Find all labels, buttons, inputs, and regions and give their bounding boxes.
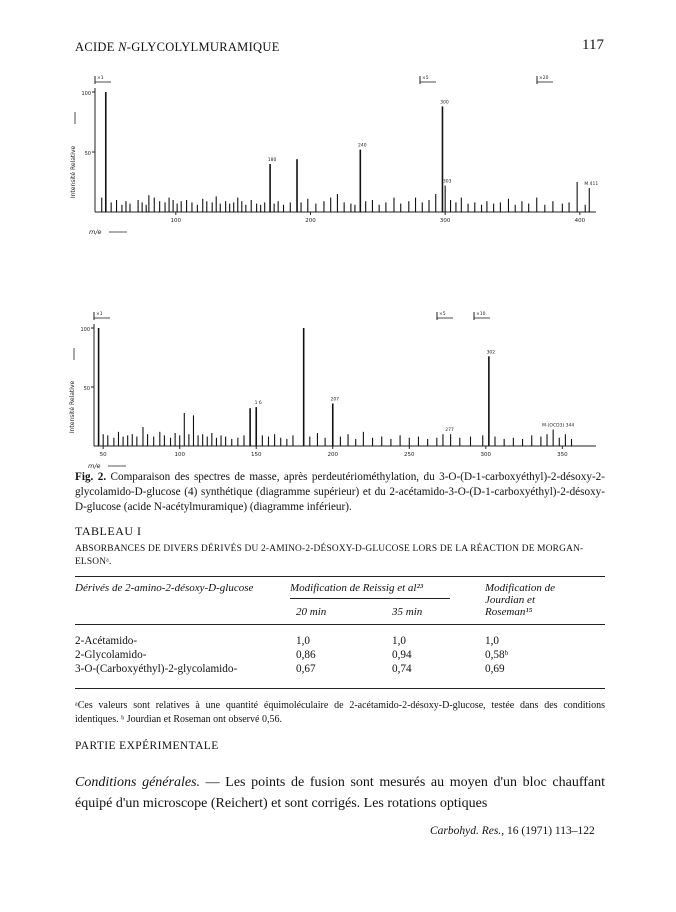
col-group-rule [290, 598, 450, 599]
x-tick-label: 200 [327, 452, 339, 458]
table-bottom-rule [75, 688, 605, 689]
y-axis-label: Intensité Relative [69, 380, 76, 434]
peak-label: M-(OCD3) 344 [542, 423, 575, 429]
scale-marker-label: ×1 [97, 76, 104, 81]
row-value-20: 0,86 [296, 649, 316, 661]
x-axis-label: m/e [88, 462, 101, 470]
col-header-jourdian: Modification de Jourdian et Roseman¹⁵ [485, 582, 555, 618]
row-value-35: 0,74 [392, 663, 412, 675]
row-value-jourdian: 0,58ᵇ [485, 649, 509, 661]
journal-reference: Carbohyd. Res., 16 (1971) 113–122 [430, 825, 595, 837]
row-value-20: 0,67 [296, 663, 316, 675]
body-paragraph: Conditions générales. — Les points de fusion sont mesurés au moyen d'un bloc chauffant équipé d'un microscope (Reichert) et sont corrigés. Les rotations optiques [75, 775, 605, 811]
mass-spectrum-upper [0, 60, 676, 300]
row-value-35: 0,94 [392, 649, 412, 661]
section-title: PARTIE EXPÉRIMENTALE [75, 740, 219, 752]
row-name: 2-Glycolamido- [75, 649, 147, 661]
y-tick-label: 100 [80, 327, 90, 333]
x-tick-label: 150 [250, 452, 262, 458]
table-top-rule [75, 576, 605, 577]
peak-label: 302 [486, 350, 496, 356]
scale-marker-label: ×10 [476, 312, 486, 317]
y-axis-label: Intensité Relative [70, 145, 77, 199]
scale-marker-label: ×20 [539, 76, 549, 81]
row-value-jourdian: 1,0 [485, 635, 499, 647]
row-value-35: 1,0 [392, 635, 406, 647]
scale-marker-label: ×5 [422, 76, 429, 81]
x-tick-label: 200 [305, 218, 316, 224]
table-header-rule [75, 624, 605, 625]
col-header-reissig: Modification de Reissig et al²³ [290, 582, 424, 594]
x-tick-label: 400 [574, 218, 586, 224]
x-tick-label: 300 [439, 218, 451, 224]
x-tick-label: 250 [404, 452, 415, 458]
table-footnote: ᵃCes valeurs sont relatives à une quantité équimoléculaire de 2-acétamido-2-désoxy-D-glucose, testée dans des conditions identiques. ᵇ Jourdian et Roseman ont observé 0,56. [75, 700, 605, 725]
peak-label: 277 [445, 428, 454, 434]
page-number: 117 [582, 37, 604, 53]
row-name: 2-Acétamido- [75, 635, 138, 647]
col-header-20min: 20 min [296, 606, 327, 618]
y-tick-label: 50 [84, 151, 91, 157]
peak-label: 240 [358, 143, 367, 149]
peak-label: 207 [330, 397, 340, 403]
x-tick-label: 300 [480, 452, 492, 458]
y-tick-label: 100 [81, 91, 91, 97]
x-axis-label: m/e [89, 228, 102, 236]
row-name: 3-O-(Carboxyéthyl)-2-glycolamido- [75, 663, 238, 675]
scale-marker-label: ×1 [96, 312, 103, 317]
table-title: TABLEAU I [75, 524, 142, 538]
col-header-35min: 35 min [392, 606, 423, 618]
mass-spectrum-lower [0, 300, 676, 470]
peak-label: 303 [442, 179, 452, 185]
col-header-derives: Dérivés de 2-amino-2-désoxy-D-glucose [75, 582, 254, 594]
y-tick-label: 50 [83, 386, 90, 392]
peak-label: M 411 [584, 182, 599, 187]
x-tick-label: 100 [170, 218, 182, 224]
running-title: ACIDE N-GLYCOLYLMURAMIQUE [75, 40, 280, 54]
scale-marker-label: ×5 [439, 312, 446, 317]
peak-label: 300 [440, 100, 449, 106]
row-value-jourdian: 0,69 [485, 663, 505, 675]
x-tick-label: 100 [174, 452, 185, 458]
table-subtitle: ABSORBANCES DE DIVERS DÉRIVÉS DU 2-AMINO-2-DÉSOXY-D-GLUCOSE LORS DE LA RÉACTION DE MORGAN-ELSONᵃ. [75, 544, 584, 567]
peak-label: 180 [267, 158, 277, 163]
row-value-20: 1,0 [296, 635, 310, 647]
x-tick-label: 350 [557, 452, 568, 458]
x-tick-label: 50 [99, 452, 107, 458]
figure-caption: Fig. 2. Comparaison des spectres de masse, après perdeutériométhylation, du 3-O-(D-1-carboxyéthyl)-2-désoxy-2-glycolamido-D-glucose (4) synthétique (diagramme supérieur) et du 2-acétamido-3-O-(D-1-carboxyéthyl)-2-désoxy-D-glucose (acide N-acétylmuramique) (diagramme inférieur). [75, 471, 605, 513]
peak-label: 1 6 [254, 401, 262, 407]
